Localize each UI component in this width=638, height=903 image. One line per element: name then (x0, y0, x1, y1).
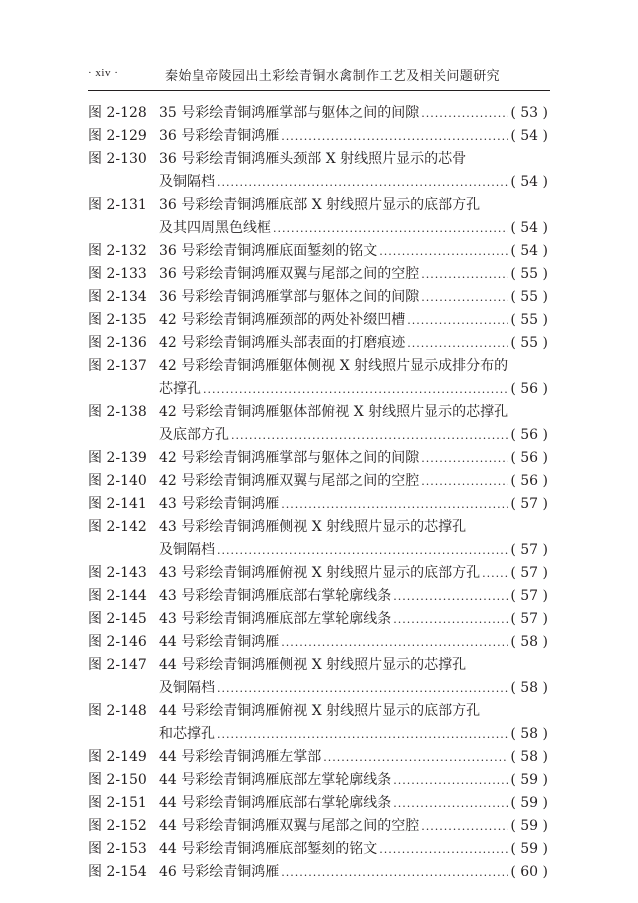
entry-title-line-with-leader (159, 815, 548, 838)
toc-entry[interactable] (88, 102, 548, 125)
page-reference: ( 54 ) (510, 174, 548, 190)
figure-number: 图 2-149 (88, 749, 147, 765)
figure-caption: 43 号彩绘青铜鸿雁侧视 X 射线照片显示的芯撑孔 (159, 519, 467, 535)
toc-entry[interactable] (88, 654, 548, 700)
figure-number: 图 2-146 (88, 634, 147, 650)
page-reference: ( 56 ) (510, 450, 548, 466)
toc-entry[interactable] (88, 447, 548, 470)
figure-caption: 42 号彩绘青铜鸿雁头部表面的打磨痕迹 (159, 335, 406, 351)
figure-number: 图 2-152 (88, 818, 147, 834)
toc-entry[interactable] (88, 401, 548, 447)
dot-leader (393, 769, 508, 792)
entry-title-line-with-leader (159, 769, 548, 792)
figure-number: 图 2-129 (88, 128, 147, 144)
toc-entry[interactable] (88, 815, 548, 838)
entry-title-line-with-leader (159, 746, 548, 769)
dot-leader (407, 332, 508, 355)
page-reference: ( 53 ) (510, 105, 548, 121)
figure-number: 图 2-148 (88, 703, 147, 719)
figure-caption: 43 号彩绘青铜鸿雁底部右掌轮廓线条 (159, 588, 392, 604)
figure-caption: 及铜隔档 (159, 174, 215, 190)
page-reference: ( 60 ) (510, 864, 548, 880)
entry-title-line-with-leader (159, 378, 548, 401)
entry-title-line-with-leader (159, 861, 548, 884)
toc-entry[interactable] (88, 585, 548, 608)
figure-number: 图 2-153 (88, 841, 147, 857)
figure-number: 图 2-133 (88, 266, 147, 282)
entry-title-line-with-leader (159, 539, 548, 562)
figure-caption: 44 号彩绘青铜鸿雁 (159, 634, 280, 650)
dot-leader (421, 263, 508, 286)
toc-entry[interactable] (88, 263, 548, 286)
entry-title-line-with-leader (159, 424, 548, 447)
page-reference: ( 57 ) (510, 565, 548, 581)
figure-caption: 44 号彩绘青铜鸿雁底部錾刻的铭文 (159, 841, 378, 857)
figure-number: 图 2-137 (88, 358, 147, 374)
entry-title-line (159, 516, 548, 539)
entry-title-line (159, 654, 548, 677)
figure-caption: 及铜隔档 (159, 542, 215, 558)
figure-caption: 36 号彩绘青铜鸿雁头颈部 X 射线照片显示的芯骨 (159, 151, 467, 167)
figure-caption: 43 号彩绘青铜鸿雁底部左掌轮廓线条 (159, 611, 392, 627)
page-reference: ( 57 ) (510, 588, 548, 604)
figure-caption: 42 号彩绘青铜鸿雁双翼与尾部之间的空腔 (159, 473, 420, 489)
page-reference: ( 55 ) (510, 335, 548, 351)
toc-entry[interactable] (88, 125, 548, 148)
figure-caption: 43 号彩绘青铜鸿雁俯视 X 射线照片显示的底部方孔 (159, 565, 481, 581)
dot-leader (203, 378, 508, 401)
figure-caption: 36 号彩绘青铜鸿雁底部 X 射线照片显示的底部方孔 (159, 197, 481, 213)
entry-title-line-with-leader (159, 677, 548, 700)
toc-entry[interactable] (88, 332, 548, 355)
figure-caption: 42 号彩绘青铜鸿雁躯体侧视 X 射线照片显示成排分布的 (159, 358, 509, 374)
entry-title-line-with-leader (159, 309, 548, 332)
dot-leader (281, 861, 508, 884)
toc-entry[interactable] (88, 769, 548, 792)
page-reference: ( 57 ) (510, 542, 548, 558)
entry-title-line-with-leader (159, 723, 548, 746)
book-title: 秦始皇帝陵园出土彩绘青铜水禽制作工艺及相关问题研究 (165, 69, 501, 84)
figure-number: 图 2-130 (88, 151, 147, 167)
dot-leader (421, 815, 508, 838)
entry-title-line-with-leader (159, 286, 548, 309)
page-reference: ( 58 ) (510, 749, 548, 765)
entry-title-line-with-leader (159, 447, 548, 470)
figure-caption: 46 号彩绘青铜鸿雁 (159, 864, 280, 880)
page-reference: ( 55 ) (510, 312, 548, 328)
dot-leader (393, 585, 508, 608)
figure-caption: 44 号彩绘青铜鸿雁俯视 X 射线照片显示的底部方孔 (159, 703, 481, 719)
entry-title-line-with-leader (159, 585, 548, 608)
toc-entry[interactable] (88, 470, 548, 493)
figure-number: 图 2-143 (88, 565, 147, 581)
dot-leader (421, 102, 508, 125)
dot-leader (393, 792, 508, 815)
page-reference: ( 58 ) (510, 726, 548, 742)
toc-entry[interactable] (88, 838, 548, 861)
page-number: · xiv · (88, 67, 119, 79)
entry-title-line (159, 401, 548, 424)
figure-number: 图 2-131 (88, 197, 147, 213)
toc-entry[interactable] (88, 792, 548, 815)
figure-caption: 及底部方孔 (159, 427, 229, 443)
toc-entry[interactable] (88, 355, 548, 401)
entry-title-line-with-leader (159, 838, 548, 861)
dot-leader (393, 608, 508, 631)
dot-leader (231, 424, 508, 447)
toc-entry[interactable] (88, 194, 548, 240)
dot-leader (217, 723, 508, 746)
page-reference: ( 56 ) (510, 427, 548, 443)
figure-caption: 36 号彩绘青铜鸿雁掌部与躯体之间的间隙 (159, 289, 420, 305)
page-reference: ( 59 ) (510, 772, 548, 788)
figure-number: 图 2-142 (88, 519, 147, 535)
figure-caption: 芯撑孔 (159, 381, 201, 397)
toc-entry[interactable] (88, 700, 548, 746)
dot-leader (273, 217, 508, 240)
figure-number: 图 2-128 (88, 105, 147, 121)
dot-leader (281, 125, 508, 148)
dot-leader (482, 562, 508, 585)
entry-title-line-with-leader (159, 171, 548, 194)
page-reference: ( 59 ) (510, 795, 548, 811)
entry-title-line-with-leader (159, 102, 548, 125)
dot-leader (379, 838, 508, 861)
entry-title-line-with-leader (159, 608, 548, 631)
figure-number: 图 2-138 (88, 404, 147, 420)
entry-title-line-with-leader (159, 562, 548, 585)
page-reference: ( 54 ) (510, 128, 548, 144)
figure-number: 图 2-145 (88, 611, 147, 627)
entry-title-line-with-leader (159, 240, 548, 263)
dot-leader (379, 240, 508, 263)
page-reference: ( 55 ) (510, 266, 548, 282)
toc-entry[interactable] (88, 516, 548, 562)
page-reference: ( 54 ) (510, 220, 548, 236)
entry-title-line-with-leader (159, 217, 548, 240)
toc-entry[interactable] (88, 286, 548, 309)
page-reference: ( 59 ) (510, 818, 548, 834)
figure-number: 图 2-132 (88, 243, 147, 259)
figure-number: 图 2-144 (88, 588, 147, 604)
figure-caption: 及铜隔档 (159, 680, 215, 696)
dot-leader (421, 286, 508, 309)
toc-entry[interactable] (88, 309, 548, 332)
figure-number: 图 2-135 (88, 312, 147, 328)
dot-leader (217, 171, 508, 194)
figure-caption: 36 号彩绘青铜鸿雁双翼与尾部之间的空腔 (159, 266, 420, 282)
page-reference: ( 57 ) (510, 611, 548, 627)
entry-title-line-with-leader (159, 792, 548, 815)
figure-caption: 44 号彩绘青铜鸿雁双翼与尾部之间的空腔 (159, 818, 420, 834)
entry-title-line-with-leader (159, 470, 548, 493)
figure-number: 图 2-136 (88, 335, 147, 351)
entry-title-line (159, 700, 548, 723)
page-reference: ( 56 ) (510, 473, 548, 489)
page-reference: ( 55 ) (510, 289, 548, 305)
dot-leader (217, 539, 508, 562)
toc-entry[interactable] (88, 746, 548, 769)
figure-caption: 44 号彩绘青铜鸿雁左掌部 (159, 749, 322, 765)
figure-caption: 35 号彩绘青铜鸿雁掌部与躯体之间的间隙 (159, 105, 420, 121)
figure-number: 图 2-134 (88, 289, 147, 305)
figure-caption: 42 号彩绘青铜鸿雁颈部的两处补缀凹槽 (159, 312, 406, 328)
figure-number: 图 2-154 (88, 864, 147, 880)
figure-caption: 42 号彩绘青铜鸿雁躯体部俯视 X 射线照片显示的芯撑孔 (159, 404, 509, 420)
dot-leader (323, 746, 508, 769)
page-reference: ( 56 ) (510, 381, 548, 397)
entry-title-line-with-leader (159, 493, 548, 516)
entry-title-line (159, 355, 548, 378)
toc-entry[interactable] (88, 631, 548, 654)
toc-entry[interactable] (88, 240, 548, 263)
toc-entry[interactable] (88, 493, 548, 516)
figure-number: 图 2-139 (88, 450, 147, 466)
entry-title-line-with-leader (159, 332, 548, 355)
toc-entry[interactable] (88, 608, 548, 631)
dot-leader (281, 631, 508, 654)
figure-number: 图 2-151 (88, 795, 147, 811)
figure-number: 图 2-141 (88, 496, 147, 512)
figure-caption: 42 号彩绘青铜鸿雁掌部与躯体之间的间隙 (159, 450, 420, 466)
figure-caption: 44 号彩绘青铜鸿雁底部左掌轮廓线条 (159, 772, 392, 788)
toc-entry[interactable] (88, 148, 548, 194)
page-reference: ( 57 ) (510, 496, 548, 512)
figure-caption: 43 号彩绘青铜鸿雁 (159, 496, 280, 512)
page-reference: ( 54 ) (510, 243, 548, 259)
toc-entry[interactable] (88, 562, 548, 585)
figure-caption: 44 号彩绘青铜鸿雁侧视 X 射线照片显示的芯撑孔 (159, 657, 467, 673)
figure-caption: 36 号彩绘青铜鸿雁 (159, 128, 280, 144)
figure-number: 图 2-140 (88, 473, 147, 489)
toc-entry[interactable] (88, 861, 548, 884)
dot-leader (421, 470, 508, 493)
figure-number: 图 2-147 (88, 657, 147, 673)
dot-leader (421, 447, 508, 470)
figure-number: 图 2-150 (88, 772, 147, 788)
figure-caption: 36 号彩绘青铜鸿雁底面錾刻的铭文 (159, 243, 378, 259)
entry-title-line-with-leader (159, 631, 548, 654)
entry-title-line (159, 148, 548, 171)
figure-caption: 44 号彩绘青铜鸿雁底部右掌轮廓线条 (159, 795, 392, 811)
dot-leader (281, 493, 508, 516)
page-reference: ( 59 ) (510, 841, 548, 857)
dot-leader (217, 677, 508, 700)
page-reference: ( 58 ) (510, 634, 548, 650)
figure-caption: 和芯撑孔 (159, 726, 215, 742)
entry-title-line (159, 194, 548, 217)
entry-title-line-with-leader (159, 263, 548, 286)
entry-title-line-with-leader (159, 125, 548, 148)
page-reference: ( 58 ) (510, 680, 548, 696)
dot-leader (407, 309, 508, 332)
figure-caption: 及其四周黑色线框 (159, 220, 271, 236)
